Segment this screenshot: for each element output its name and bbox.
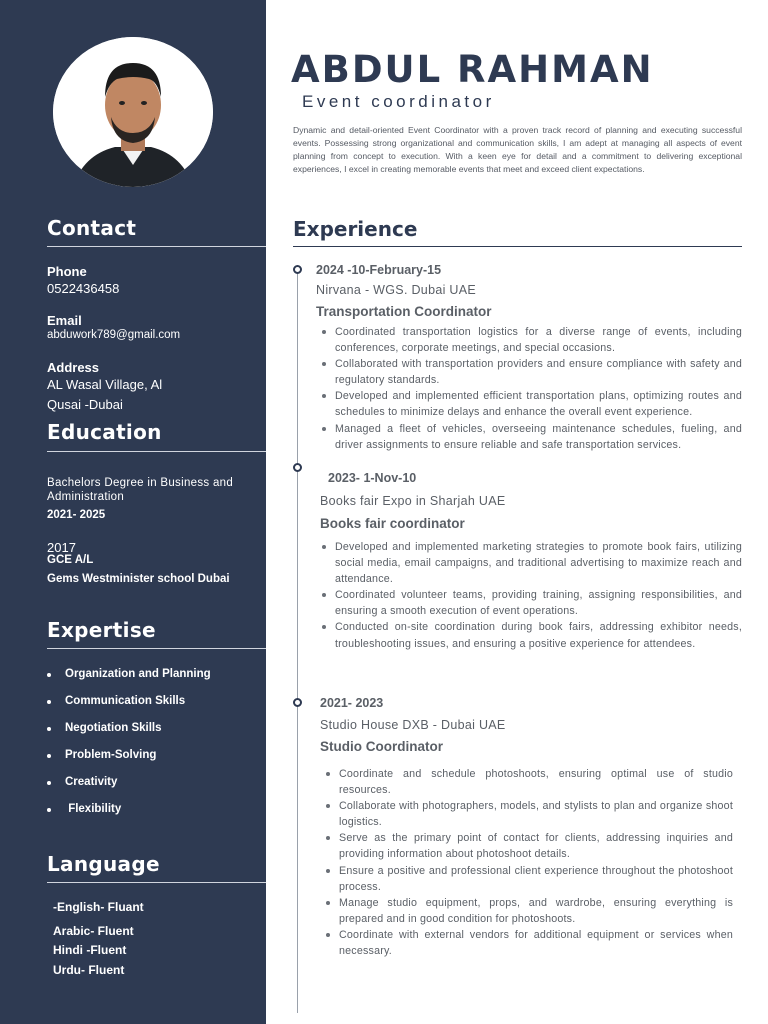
address-label: Address — [47, 360, 100, 375]
job-company: Books fair Expo in Sharjah UAE — [320, 494, 506, 508]
list-item: Managed a fleet of vehicles, overseeing maintenance schedules, fueling, and driver assignments to ensure reliable and safe transportation services. — [320, 421, 742, 453]
expertise-heading: Expertise — [47, 618, 156, 642]
list-item: Coordinated transportation logistics for a diverse range of events, including conferences, corporate meetings, and special occasions. — [320, 324, 742, 356]
list-item: Collaborate with photographers, models, and stylists to plan and organize shoot logistics. — [324, 798, 733, 830]
contact-heading: Contact — [47, 216, 137, 240]
list-item: Coordinate and schedule photoshoots, ensuring optimal use of studio resources. — [324, 766, 733, 798]
language-item: Arabic- Fluent — [53, 924, 134, 938]
job-date: 2023- 1-Nov-10 — [328, 471, 417, 485]
list-item: Serve as the primary point of contact for clients, addressing inquiries and providing information about photoshoot details. — [324, 830, 733, 862]
contact-divider — [47, 246, 266, 247]
phone-label: Phone — [47, 264, 87, 279]
expertise-item-label: Flexibility — [65, 803, 122, 815]
job-bullets — [320, 324, 742, 453]
list-item: Coordinated volunteer teams, providing training, assigning responsibilities, and ensuring a smooth execution of event operations. — [320, 587, 742, 619]
phone-value[interactable]: 0522436458 — [47, 281, 120, 296]
list-item: Collaborated with transportation providers and ensure compliance with safety and regulatory standards. — [320, 356, 742, 388]
job-company: Nirvana - WGS. Dubai UAE — [316, 283, 477, 297]
expertise-item-label: Communication Skills — [65, 695, 186, 707]
job-company: Studio House DXB - Dubai UAE — [320, 718, 506, 732]
degree-name: Bachelors Degree in Business and Administration — [47, 477, 234, 503]
sidebar — [0, 0, 266, 1024]
school-name: Gems Westminister school Dubai — [47, 573, 230, 585]
bullet-icon — [47, 673, 51, 677]
education-heading: Education — [47, 420, 162, 444]
school-qualification: GCE A/L — [47, 554, 94, 566]
job-bullets — [320, 539, 742, 652]
timeline-dot-icon — [293, 265, 302, 274]
language-item: -English- Fluant — [53, 900, 144, 914]
expertise-item-label: Problem-Solving — [65, 749, 157, 761]
list-item: Developed and implemented efficient transportation plans, optimizing routes and schedules to minimize delays and enhance the overall event experience. — [320, 388, 742, 420]
language-divider — [47, 882, 266, 883]
candidate-name: ABDUL RAHMAN — [291, 48, 654, 91]
experience-heading: Experience — [293, 217, 418, 241]
timeline-line — [297, 273, 298, 1013]
expertise-item-label: Creativity — [65, 776, 118, 788]
language-heading: Language — [47, 852, 160, 876]
list-item: Manage studio equipment, props, and wardrobe, ensuring everything is prepared and in good condition for photoshoots. — [324, 895, 733, 927]
email-label: Email — [47, 313, 82, 328]
language-item: Urdu- Fluent — [53, 963, 125, 977]
profile-photo — [53, 37, 213, 187]
timeline-dot-icon — [293, 463, 302, 472]
bullet-icon — [47, 808, 51, 812]
experience-divider — [293, 246, 742, 247]
list-item: Developed and implemented marketing strategies to promote book fairs, utilizing social media, email campaigns, and traditional advertising to maximize reach and attendance. — [320, 539, 742, 587]
portrait-image — [53, 37, 213, 187]
email-value[interactable]: abduwork789@gmail.com — [47, 329, 181, 341]
job-date: 2021- 2023 — [320, 696, 384, 710]
timeline-dot-icon — [293, 698, 302, 707]
expertise-item-label: Organization and Planning — [65, 668, 211, 680]
list-item: Ensure a positive and professional client experience throughout the photoshoot process. — [324, 863, 733, 895]
degree-years: 2021- 2025 — [47, 509, 106, 521]
address-line-1: AL Wasal Village, Al — [47, 377, 163, 392]
job-bullets — [324, 766, 733, 959]
profile-summary: Dynamic and detail-oriented Event Coordinator with a proven track record of planning and executing successful events. Possessing strong organizational and communication skills, I am adept at managing all aspects of event planning from concept to execution. With a keen eye for detail and a commitment to delivering exceptional experiences, I excel in creating memorable events that meet and exceed client expectations. — [293, 125, 742, 174]
language-item: Hindi -Fluent — [53, 943, 127, 957]
job-date: 2024 -10-February-15 — [316, 263, 442, 277]
job-title: Books fair coordinator — [320, 516, 465, 531]
bullet-icon — [47, 781, 51, 785]
job-title: Studio Coordinator — [320, 739, 443, 754]
address-line-2: Qusai -Dubai — [47, 397, 123, 412]
school-year: 2017 — [47, 540, 76, 555]
candidate-role: Event coordinator — [302, 92, 495, 111]
bullet-icon — [47, 727, 51, 731]
expertise-divider — [47, 648, 266, 649]
expertise-item-label: Negotiation Skills — [65, 722, 162, 734]
bullet-icon — [47, 700, 51, 704]
list-item: Conducted on-site coordination during book fairs, addressing exhibitor needs, troubleshooting issues, and ensuring a positive experience for attendees. — [320, 619, 742, 651]
education-divider — [47, 451, 266, 452]
bullet-icon — [47, 754, 51, 758]
list-item: Coordinate with external vendors for additional equipment or services when necessary. — [324, 927, 733, 959]
job-title: Transportation Coordinator — [316, 304, 492, 319]
